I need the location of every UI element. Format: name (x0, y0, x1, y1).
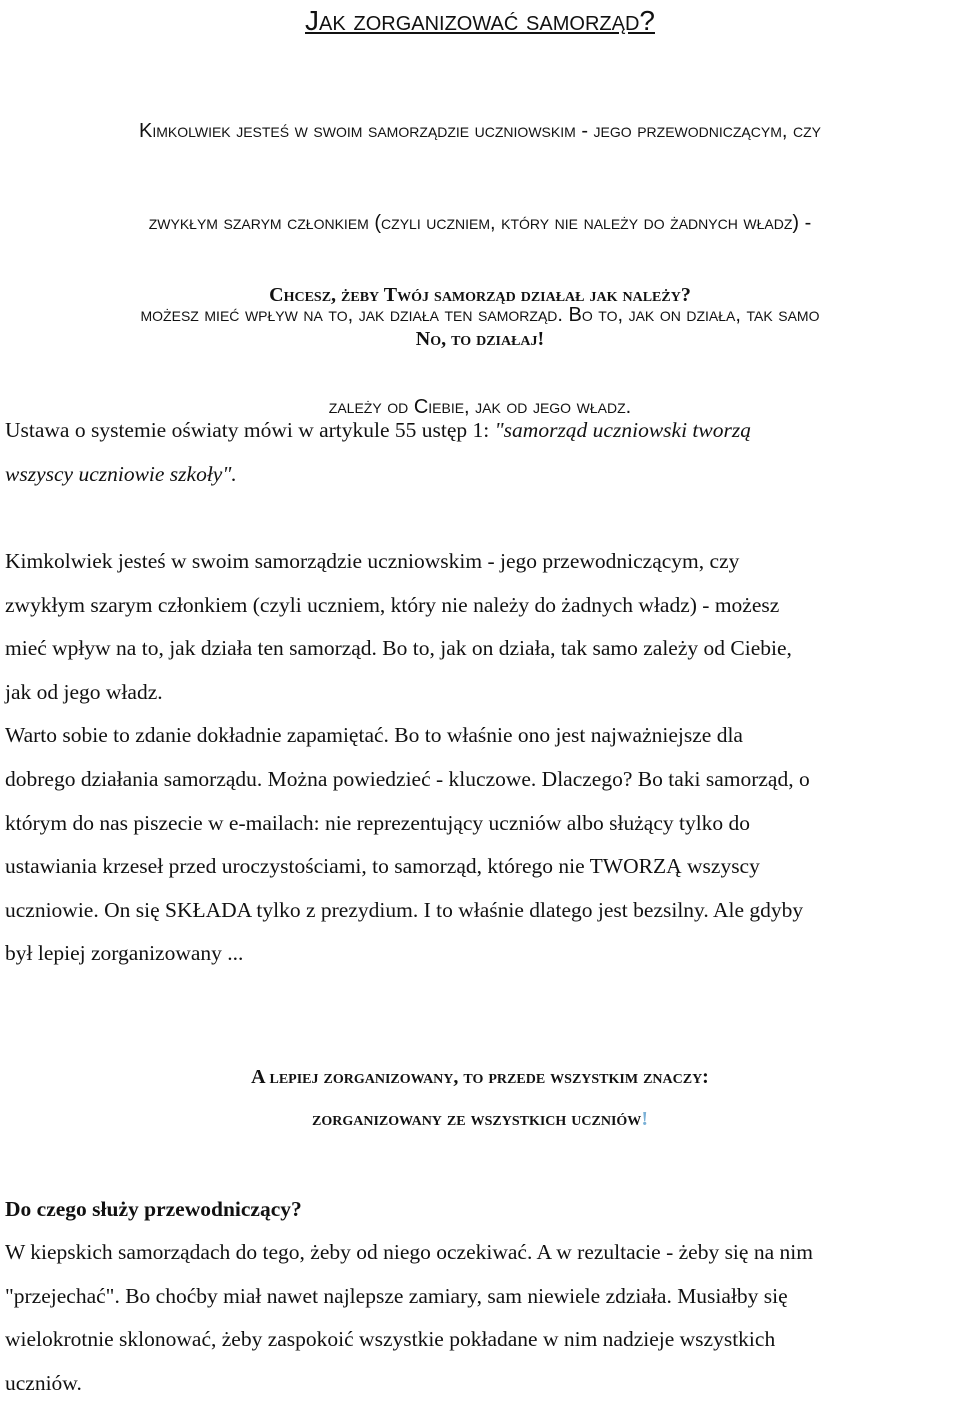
intro-line: Kimkolwiek jesteś w swoim samorządzie uczniowskim - jego przewodniczącym, czy (139, 120, 821, 142)
slogan-line-1: Chcesz, żeby Twój samorząd działał jak należy? (269, 284, 691, 306)
statute-quotation: "samorząd uczniowski tworzą wszyscy uczniowie szkoły". (5, 418, 751, 486)
main-paragraph: Kimkolwiek jesteś w swoim samorządzie uczniowskim - jego przewodniczącym, czy zwykłym szarym członkiem (czyli uczniem, który nie należy do żadnych władz) - możesz mieć wpływ na to, jak działa ten samorząd. Bo to, jak on działa, tak samo zależy od Ciebie, jak od jego władz. Warto sobie to zdanie dokładnie zapamiętać. Bo to właśnie ono jest najważniejsze dla dobrego działania samorządu. Można powiedzieć - kluczowe. Dlaczego? Bo taki samorząd, o którym do nas piszecie w e-mailach: nie reprezentujący uczniów albo służący tylko do ustawiania krzeseł przed uroczystościami, to samorząd, którego nie TWORZĄ wszyscy uczniowie. On się SKŁADA tylko z prezydium. I to właśnie dlatego jest bezsilny. Ale gdyby był lepiej zorganizowany ... (5, 549, 810, 966)
emphasis-line-2 (0, 1104, 960, 1134)
emphasis-text: zorganizowany ze wszystkich uczniów (312, 1108, 642, 1130)
statute-quote (5, 409, 955, 496)
page-title: Jak zorganizować samorząd? (305, 5, 655, 36)
section-heading: Do czego służy przewodniczący? (5, 1197, 302, 1221)
emphasis-mark: ! (641, 1108, 648, 1130)
emphasis-line-1: A lepiej zorganizowany, to przede wszystkim znaczy: (251, 1066, 709, 1088)
intro-line: zwykłym szarym członkiem (czyli uczniem, który nie należy do żadnych władz) - (148, 212, 812, 234)
section-paragraph: W kiepskich samorządach do tego, żeby od niego oczekiwać. A w rezultacie - żeby się na nim "przejechać". Bo choćby miał nawet najlepsze zamiary, sam niewiele zdziała. Musiałby się wielokrotnie sklonować, żeby zaspokoić wszystkie pokładane w nim nadzieje wszystkich uczniów. (5, 1240, 813, 1395)
intro-line: zależy od Ciebie, jak od jego władz. (328, 396, 632, 418)
slogan-line-2: No, to działaj! (415, 328, 545, 350)
intro-line: możesz mieć wpływ na to, jak działa ten samorząd. Bo to, jak on działa, tak samo (140, 304, 820, 326)
statute-prefix: Ustawa o systemie oświaty mówi w artykule 55 ustęp 1: (5, 418, 495, 442)
